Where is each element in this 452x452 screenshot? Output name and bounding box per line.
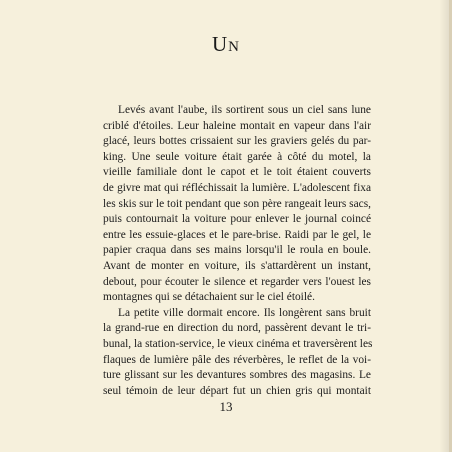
text-line: vieille familiale dont le capot et le toit étaient couverts bbox=[103, 166, 371, 179]
text-line: les skis sur le toit pendant que son père rangeait leurs sacs, bbox=[103, 197, 371, 210]
body-text bbox=[88, 103, 371, 399]
text-line: puis contournait la voiture pour enlever le journal coincé bbox=[103, 213, 371, 226]
page-number: 13 bbox=[219, 399, 233, 414]
text-line: La petite ville dormait encore. Ils longèrent sans bruit bbox=[118, 306, 371, 319]
text-line: king. Une seule voiture était garée à côté du motel, la bbox=[103, 150, 371, 163]
text-line: criblé d'étoiles. Leur haleine montait en vapeur dans l'air bbox=[103, 119, 371, 132]
text-line: Avant de monter en voiture, ils s'attardèrent un instant, bbox=[103, 259, 371, 272]
chapter-title: Un bbox=[212, 32, 240, 56]
paragraph bbox=[88, 103, 371, 306]
text-line: Levés avant l'aube, ils sortirent sous un ciel sans lune bbox=[118, 104, 371, 116]
text-line: entre les essuie-glaces et le pare-brise. Raidi par le gel, le bbox=[103, 228, 371, 241]
text-line: ture glissant sur les devantures sombres des magasins. Le bbox=[103, 369, 371, 382]
text-line: de givre mat qui réfléchissait la lumière. L'adolescent fixa bbox=[103, 181, 371, 194]
text-line: glacé, leurs bottes crissaient sur les graviers gelés du par- bbox=[103, 135, 371, 148]
text-line: bunal, la station-service, le vieux cinéma et traversèrent les bbox=[103, 337, 373, 350]
text-line: montagnes qui se détachaient sur le ciel étoilé. bbox=[103, 291, 315, 304]
text-line: seul témoin de leur départ fut un chien gris qui montait bbox=[103, 384, 371, 397]
text-line: flaques de lumière pâle des réverbères, le reflet de la voi- bbox=[103, 353, 371, 366]
paragraph bbox=[88, 306, 371, 400]
text-line: debout, pour écouter le silence et regarder vers l'ouest les bbox=[103, 275, 371, 288]
text-line: papier craqua dans ses mains lorsqu'il le roula en boule. bbox=[103, 244, 371, 257]
text-line: la grand-rue en direction du nord, passèrent devant le tri- bbox=[103, 322, 371, 335]
page-edge-shadow bbox=[439, 0, 449, 452]
